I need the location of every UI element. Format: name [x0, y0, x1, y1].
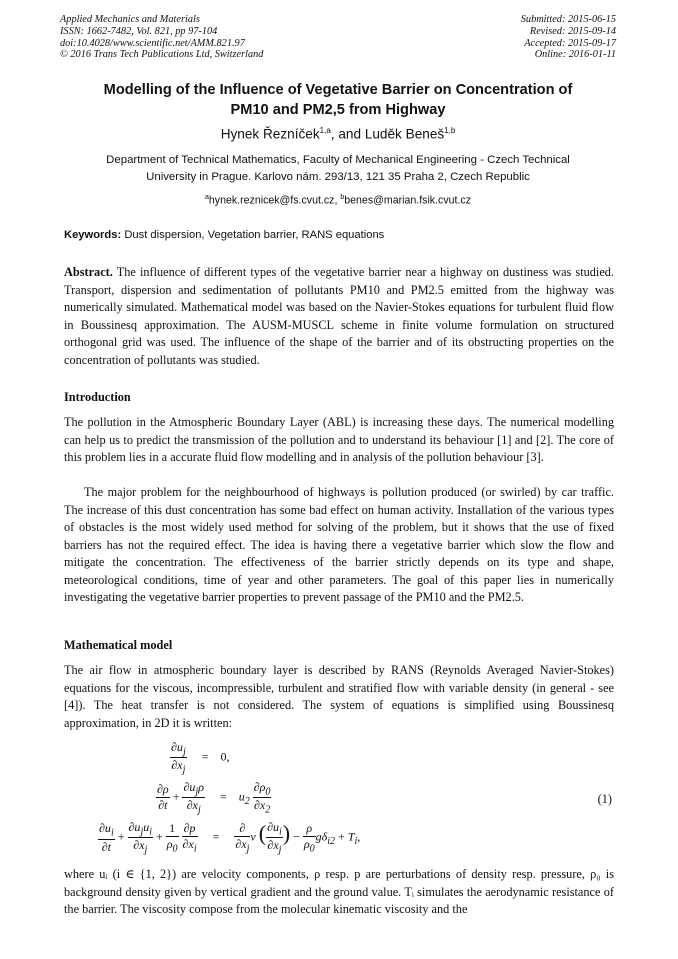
equation-system — [64, 740, 614, 864]
author-list — [60, 126, 616, 142]
doi: doi:10.4028/www.scientific.net/AMM.821.97 — [60, 37, 245, 49]
title-line-2: PM10 and PM2,5 from Highway — [230, 102, 446, 118]
introduction-paragraph-2: The major problem for the neighbourhood of highways is pollution produced (or swirled) by car traffic. The increase of this dust concentration has some bad effect on human activity. Installation of the various types of obstacles is the most widely used method for solving of the problem, but it shows that the use of fixed barriers has not the required effect. The idea is having there a vegetative barrier which slow the flow and mitigate the concentration. The effectiveness of the barrier strictly depends on its type and shape, meteorological conditions, time of year and other parameters. The goal of this paper lies in numerically investigating the vegetative barrier properties to prevent passage of the PM10 and the PM2.5. — [64, 485, 614, 604]
affiliation-line-2: University in Prague. Karlovo nám. 293/13, 121 35 Praha 2, Czech Republic — [146, 171, 530, 183]
affiliation — [66, 152, 610, 186]
online-date: Online: 2016-01-11 — [534, 49, 616, 61]
author-separator: , and — [330, 126, 365, 142]
journal-name: Applied Mechanics and Materials — [60, 14, 200, 25]
email-a-marker: a — [204, 194, 209, 201]
author-1-affil: 1,a — [319, 126, 331, 135]
copyright: © 2016 Trans Tech Publications Ltd, Switzerland — [60, 49, 264, 61]
introduction-heading: Introduction — [64, 390, 131, 404]
abstract-label: Abstract. — [64, 265, 113, 279]
author-2: Luděk Beneš — [364, 126, 445, 142]
affiliation-line-1: Department of Technical Mathematics, Faculty of Mechanical Engineering - Czech Technical — [106, 154, 570, 166]
keywords — [64, 229, 620, 241]
journal-header — [60, 14, 263, 61]
paper-title — [60, 80, 616, 120]
email-a[interactable]: hynek.reznicek@fs.cvut.cz, — [208, 194, 338, 207]
density-equation: $\frac{\partial\rho}{\partial t}$ + $\frac{\partial u_j\rho}{\partial x_j}$ = $u_2$ $\frac{\partial\rho_0}{\partial x_2}$ — [157, 780, 271, 816]
continuity-equation: $\frac{\partial u_j}{\partial x_j}$ = 0, — [171, 740, 230, 776]
introduction-paragraph-1: The pollution in the Atmospheric Boundary Layer (ABL) is increasing these days. The numerical modelling can help us to predict the transmission of the pollution and to understand its behaviour [1] and [2]. The core of this problem lies in a accurate fluid flow modelling and in analysis of the pollution behaviour [3]. — [64, 415, 614, 464]
accepted-date: Accepted: 2015-09-17 — [524, 37, 616, 49]
model-paragraph-2: where uᵢ (i ∈ {1, 2}) are velocity components, ρ resp. p are perturbations of density resp. pressure, ρ₀ is background density given by vertical gradient and the ground value. Tᵢ simulates the aerodynamic resistance of the barrier. The viscosity compose from the molecular kinematic viscosity and the — [64, 867, 614, 916]
model-paragraph-1: The air flow in atmospheric boundary layer is described by RANS (Reynolds Averaged Navier-Stokes) equations for the viscous, incompressible, turbulent and stratified flow with variable density (in general - see [4]). The heat transfer is not considered. The system of equations is simplified using Boussinesq approximation, in 2D it is written: — [64, 663, 614, 730]
keywords-text: Dust dispersion, Vegetation barrier, RANS equations — [124, 229, 385, 241]
momentum-equation: $\frac{\partial u_i}{\partial t}$ + $\frac{\partial u_ju_i}{\partial x_j}$ + $\frac{1}{\rho_0}$ $\frac{\partial p}{\partial x_i}$ = $\frac{\partial}{\partial x_j}$ ν ( $\frac{\partial u_i}{\partial x_j}$ ) − $\frac{\rho}{\rho_0}$ $g\delta_{i2} + T_i$, — [99, 820, 361, 856]
email-b[interactable]: benes@marian.fsik.cvut.cz — [344, 194, 472, 207]
email-list — [60, 194, 616, 207]
equation-number: (1) — [597, 792, 612, 806]
issn: ISSN: 1662-7482, Vol. 821, pp 97-104 — [60, 25, 218, 37]
dates-header — [521, 14, 616, 61]
keywords-label: Keywords: — [64, 229, 122, 241]
revised-date: Revised: 2015-09-14 — [529, 25, 616, 37]
title-line-1: Modelling of the Influence of Vegetative Barrier on Concentration of — [103, 82, 573, 98]
model-heading: Mathematical model — [64, 638, 173, 652]
author-1: Hynek Řezníček — [220, 126, 320, 142]
abstract — [64, 264, 614, 369]
email-b-marker: b — [340, 194, 345, 201]
submitted-date: Submitted: 2015-06-15 — [520, 14, 616, 25]
author-2-affil: 1,b — [444, 126, 456, 135]
abstract-text: The influence of different types of the vegetative barrier near a highway on dustiness was studied. Transport, dispersion and sedimentation of pollutants PM10 and PM2.5 emitted from the highway was numerically simulated. Mathematical model was based on the Navier-Stokes equations for turbulent fluid flow in Boussinesq approximation. The AUSM-MUSCL scheme in finite volume formulation on structured orthogonal grid was used. The influence of the shape of the barrier and of its obstructing properties on the concentration of pollutants was studied. — [64, 265, 615, 367]
